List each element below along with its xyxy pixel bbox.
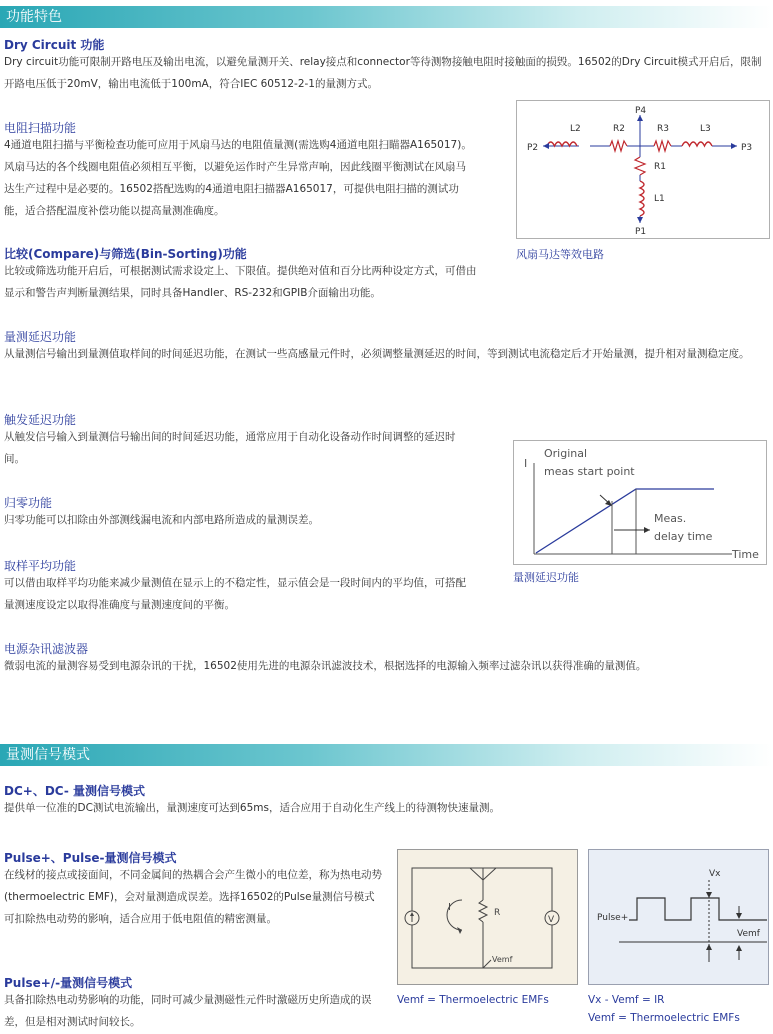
noise-filter-text: 微弱电流的量测容易受到电源杂讯的干扰，16502使用先进的电源杂讯滤波技术，根据选择的电源输入频率过滤杂讯以获得准确的量测值。 [4, 660, 647, 672]
i-label: I [448, 902, 451, 913]
l3-label: L3 [700, 124, 711, 134]
svg-text:V: V [548, 915, 555, 925]
trigger-delay-text: 从触发信号输入到量测信号输出间的时间延迟功能，通常应用于自动化设备动作时间调整的延迟时间。 [4, 431, 456, 465]
zero-title: 归零功能 [4, 496, 53, 510]
r1-label: R1 [654, 162, 666, 172]
meas-delay-text: 从量测信号输出到量测值取样间的时间延迟功能，在测试一些高感量元件时，必须调整量测延迟的时间，等到测试电流稳定后才开始量测，提升相对量测稳定度。 [4, 348, 750, 360]
vemf-label: Vemf [492, 955, 513, 964]
pulse-pm-mode-title: Pulse+/-量测信号模式 [4, 976, 133, 990]
resistance-scan-text: 4通道电阻扫描与平衡检查功能可应用于风扇马达的电阻值量测(需选购4通道电阻扫瞄器A165017)。风扇马达的各个线圈电阻值必须相互平衡，以避免运作时产生异常声响，因此线圈平衡测试在风扇马达生产过程中是必要的。16502搭配选购的4通道电阻扫描器A165017，可提供电阻扫描的测试功能，适合搭配温度补偿功能以提高量测准确度。 [4, 139, 472, 217]
dry-circuit-title: Dry Circuit 功能 [4, 38, 105, 52]
p4-label: P4 [635, 106, 647, 116]
l2-inductor [547, 142, 577, 146]
meas-delay-figure [513, 440, 767, 565]
x-axis-label: Time [732, 548, 759, 561]
pulse-label: Pulse+ [597, 913, 629, 923]
delay-label-2: delay time [654, 530, 713, 543]
current-curve [536, 489, 714, 553]
dc-mode-text: 提供单一位准的DC测试电流输出，量测速度可达到65ms，适合应用于自动化生产线上的待测物快速量测。 [4, 802, 500, 814]
fan-motor-circuit-figure [516, 100, 770, 239]
compare-title: 比较(Compare)与筛选(Bin-Sorting)功能 [4, 247, 247, 261]
r1-resistor [635, 157, 645, 175]
emf-circuit-diagram [398, 850, 577, 984]
r3-resistor [654, 141, 671, 151]
meas-delay-diagram [514, 441, 766, 564]
trigger-delay-title: 触发延迟功能 [4, 413, 77, 427]
averaging-text: 可以借由取样平均功能来减少量测值在显示上的不稳定性，显示值会是一段时间内的平均值，可搭配量测速度设定以取得准确度与量测速度间的平衡。 [4, 577, 466, 611]
fan-circuit-caption: 风扇马达等效电路 [516, 248, 604, 261]
pulse-figure [588, 849, 769, 985]
r-resistor [479, 900, 487, 922]
l1-inductor [640, 181, 644, 216]
resistance-scan-title: 电阻扫描功能 [4, 121, 77, 135]
pulse-waveform-diagram [589, 850, 768, 984]
y-axis-label: I [524, 457, 528, 470]
fan-circuit-diagram [517, 101, 769, 238]
compare-text: 比较或筛选功能开启后，可根据测试需求设定上、下限值。提供绝对值和百分比两种设定方式，可借由显示和警告声判断量测结果，同时具备Handler、RS-232和GPIB介面输出功能。 [4, 265, 477, 299]
p2-label: P2 [527, 143, 539, 153]
meas-delay-caption: 量测延迟功能 [513, 571, 579, 584]
zero-text: 归零功能可以扣除由外部测线漏电流和内部电路所造成的量测误差。 [4, 514, 319, 526]
section-header-signal: 量测信号模式 [0, 744, 773, 766]
emf-caption: Vemf = Thermoelectric EMFs [397, 994, 549, 1006]
l3-inductor [682, 142, 712, 146]
section-header-features: 功能特色 [0, 6, 773, 28]
p3-label: P3 [741, 143, 753, 153]
r2-label: R2 [613, 124, 625, 134]
original-label-2: meas start point [544, 465, 635, 478]
pulse-mode-title: Pulse+、Pulse-量测信号模式 [4, 851, 177, 865]
delay-label-1: Meas. [654, 512, 687, 525]
l2-label: L2 [570, 124, 581, 134]
p1-label: P1 [635, 227, 647, 237]
vx-label: Vx [709, 869, 721, 879]
meas-delay-title: 量测延迟功能 [4, 330, 77, 344]
dry-circuit-text: Dry circuit功能可限制开路电压及输出电流，以避免量测开关、relay接点和connector等待测物接触电阻时接触面的损毁。16502的Dry Circuit模式开启后，限制开路电压低于20mV，输出电流低于100mA，符合IEC 60512-2-1的量测方式。 [4, 56, 762, 90]
emf-figure [397, 849, 578, 985]
pulse-caption-1: Vx - Vemf = IR [588, 994, 665, 1006]
r3-label: R3 [657, 124, 669, 134]
averaging-title: 取样平均功能 [4, 559, 77, 573]
pulse-waveform [629, 898, 767, 920]
pulse-caption-2: Vemf = Thermoelectric EMFs [588, 1012, 740, 1024]
r-label: R [494, 908, 501, 918]
pulse-pm-mode-text: 具备扣除热电动势影响的功能，同时可减少量测磁性元件时激磁历史所造成的误差，但是相对测试时间较长。 [4, 994, 372, 1028]
vemf-right-label: Vemf [737, 929, 760, 939]
l1-label: L1 [654, 194, 665, 204]
original-label-1: Original [544, 447, 588, 460]
pulse-mode-text: 在线材的接点或接面间，不同金属间的热耦合会产生微小的电位差，称为热电动势(thermoelectric EMF)，会对量测造成误差。选择16502的Pulse量测信号模式可扣除热电动势的影响，适合应用于低电阻值的精密测量。 [4, 869, 382, 925]
r2-resistor [610, 141, 627, 151]
noise-filter-title: 电源杂讯滤波器 [4, 642, 89, 656]
dc-mode-title: DC+、DC- 量测信号模式 [4, 784, 146, 798]
